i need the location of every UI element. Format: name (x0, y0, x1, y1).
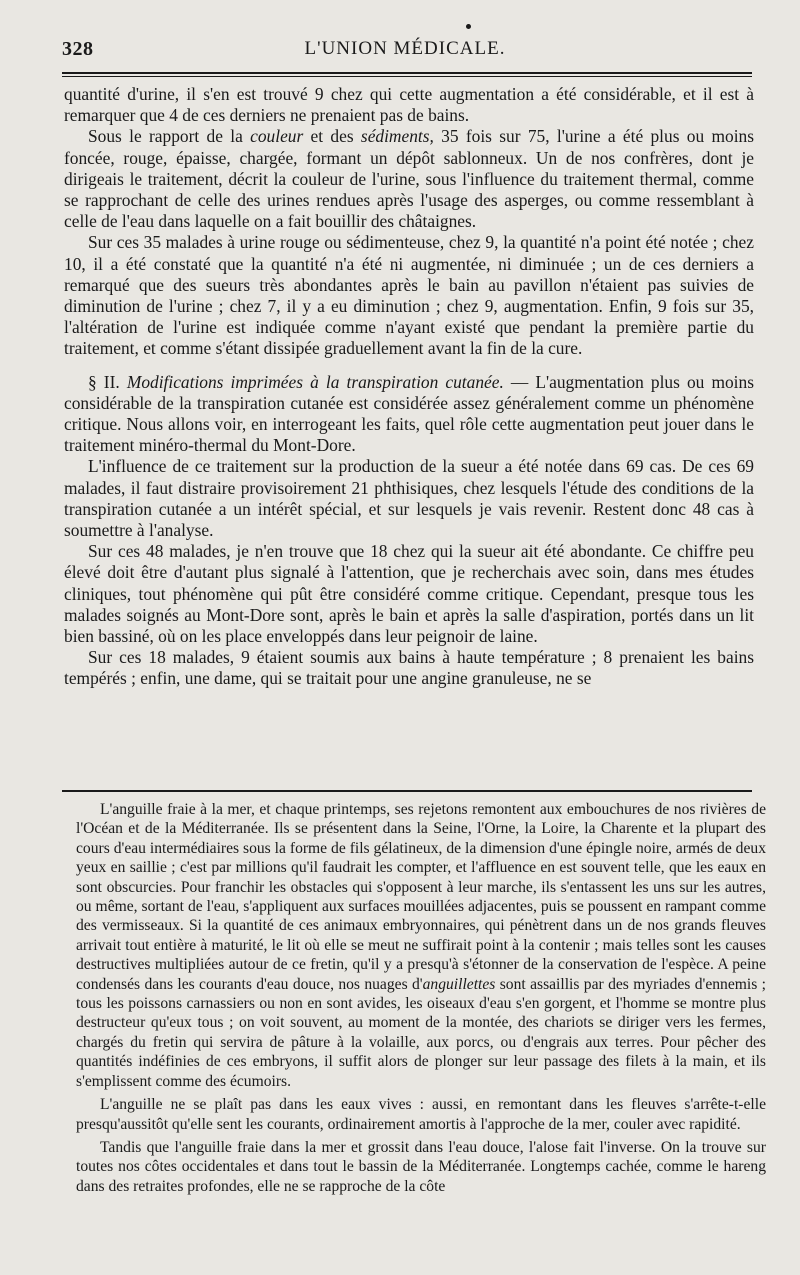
paragraph-bath-temperature: Sur ces 18 malades, 9 étaient soumis aux bains à haute température ; 8 prenaient les bains tempérés ; enfin, une dame, qui se traitait pour une angine granuleuse, ne se (64, 647, 754, 689)
section-transpiration (64, 372, 754, 457)
paragraph-urine-color (64, 126, 754, 232)
paragraph-abundant-sweat: Sur ces 48 malades, je n'en trouve que 18 chez qui la sueur ait été abondante. Ce chiffre peu élevé doit être d'autant plus signalé à l'attention, que je recherchais avec soin, dans mes études cliniques, tout phénomène qui pût être considéré comme critique. Cependant, presque tous les malades soignés au Mont-Dore sont, après le bain et après la salle d'aspiration, portés dans un lit bien bassiné, où on les place enveloppés dans leur peignoir de laine. (64, 541, 754, 647)
running-header (62, 34, 748, 64)
text-run: 35 fois sur 75, l'urine a été plus ou moins foncée, rouge, épaisse, chargée, formant un dépôt sablonneux. Un de nos confrères, dont je dirigeais le traitement, décrit la couleur de l'urine, sous l'influence du traitement thermal, comme se rapprochant de celle des urines rendues après l'usage des asperges, ou comme ressemblant à celle de l'eau dans laquelle on a fait bouillir des châtaignes. (64, 126, 755, 232)
emphasis-couleur: couleur (250, 126, 304, 147)
text-run: L'anguille fraie à la mer, et chaque printemps, ses rejetons remontent aux embouchures de nos rivières de l'Océan et de la Méditerranée. Ils se présentent dans la Seine, l'Orne, la Loire, la Charente et la plupart des cours d'eau intermédiaires sous la forme de fils gélatineux, de la dimension d'une épingle noire, armés de deux yeux en saillie ; c'est par millions qu'il faudrait les compter, et l'affluence en est souvent telle, que les eaux en sont obscurcies. Pour franchir les obstacles qui s'opposent à leur marche, ils s'entassent les uns sur les autres, ou même, sortant de l'eau, s'appliquent aux surfaces mouillées adjacentes, puis se poussent en rampant comme des vermisseaux. Si la quantité de ces animaux embryonnaires, qui pénètrent dans un de nos grands fleuves arrivait tout entière à maturité, le lit où elle se meut ne suffirait point à la contenir ; mais telles sont les causes destructives multipliées autour de ce fretin, qu'il y a presqu'à s'étonner de la conservation de l'espèce. A peine condensés dans les courants d'eau douce, nos nuages d' (76, 801, 766, 993)
paragraph-red-urine-patients: Sur ces 35 malades à urine rouge ou sédimenteuse, chez 9, la quantité n'a point été notée ; chez 10, il a été constaté que la quantité n'a été ni augmentée, ni diminuée ; un de ces derniers a remarqué que des sueurs très abondantes après le bain au pavillon n'étaient pas suivies de diminution de l'urine ; chez 7, il y a eu diminution ; chez 9, augmentation. Enfin, 9 fois sur 35, l'altération de l'urine est indiquée comme n'ayant existé que pendant la première partie du traitement, et comme s'étant dissipée graduellement avant la fin de la cure. (64, 232, 754, 359)
paragraph-sweat-cases: L'influence de ce traitement sur la production de la sueur a été notée dans 69 cas. De ces 69 malades, il faut distraire provisoirement 21 phthisiques, chez lesquels l'étude des conditions de la transpiration cutanée a un intérêt spécial, et sur lesquels je vais revenir. Restent donc 48 cas à soumettre à l'analyse. (64, 456, 754, 541)
text-run: sont assaillis par des myriades d'ennemis ; tous les poissons carnassiers ou non en sont avides, les oiseaux d'eau s'en gorgent, et l'homme se montre plus destructeur qu'eux tous ; on voit souvent, au moment de la montée, des chariots se diriger vers les fermes, chargés du fretin qui servira de pâture à la volaille, aux porcs, ou d'engrais aux terres. Pour pêcher des quantités indéfinies de ces embryons, il suffit alors de plonger sur leur passage des filets à la main, et ils s'emplissent comme des écumoirs. (76, 975, 766, 1090)
text-run: et des (303, 126, 361, 147)
section-title: Modifications imprimées à la transpiration cutanée. (126, 371, 504, 392)
paragraph-shad: Tandis que l'anguille fraie dans la mer et grossit dans l'eau douce, l'alose fait l'inverse. On la trouve sur toutes nos côtes occidentales et dans tout le bassin de la Méditerranée. Longtemps cachée, comme le hareng dans des retraites profondes, elle ne se rapproche de la côte (76, 1138, 766, 1195)
emphasis-sediments: sédiments, (360, 126, 434, 147)
emphasis-anguillettes: anguillettes (422, 975, 496, 993)
header-rule (62, 72, 752, 74)
paragraph-eel-spawning (76, 800, 766, 1091)
page-number: 328 (62, 38, 94, 60)
section-number: § II. (88, 371, 120, 392)
paragraph-urine-quantity: quantité d'urine, il s'en est trouvé 9 chez qui cette augmentation a été considérable, et il est à remarquer que 4 de ces derniers ne prenaient pas de bains. (64, 84, 754, 126)
feuilleton-text (76, 800, 766, 1196)
section-intro: — L'augmentation plus ou moins considérable de la transpiration cutanée est considérée assez généralement comme un phénomène critique. Nous allons voir, en interrogeant les faits, quel rôle cette augmentation peut jouer dans le traitement minéro-thermal du Mont-Dore. (64, 371, 754, 456)
main-text (64, 84, 754, 690)
header-dot (466, 24, 471, 29)
journal-title: L'UNION MÉDICALE. (304, 38, 506, 59)
header-rule-thin (62, 76, 752, 77)
text-run: Sous le rapport de la (88, 126, 251, 147)
feuilleton-rule (62, 790, 752, 792)
paragraph-eel-currents: L'anguille ne se plaît pas dans les eaux vives : aussi, en remontant dans les fleuves s'arrête-t-elle presqu'aussitôt qu'elle sent les courants, ordinairement amortis à l'approche de la mer, couler avec rapidité. (76, 1096, 766, 1133)
